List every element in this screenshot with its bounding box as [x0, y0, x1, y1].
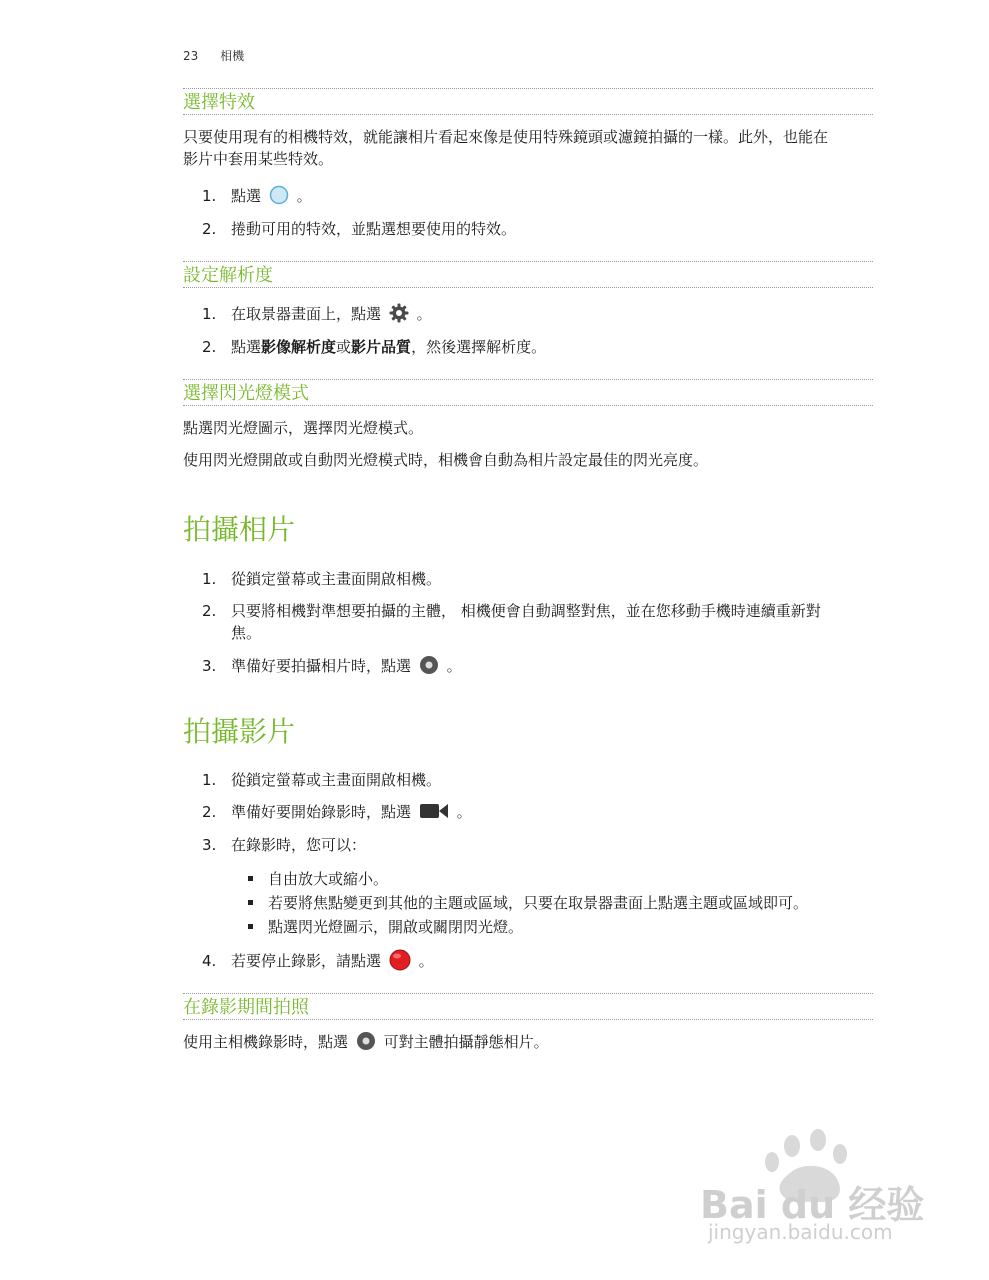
step-text: 準備好要拍攝相片時，點選 — [231, 657, 412, 675]
still-text-pre: 使用主相機錄影時，點選 — [183, 1033, 349, 1051]
page-number: 23 — [183, 49, 199, 63]
effects-intro-line2: 影片中套用某些特效。 — [183, 150, 334, 168]
shutter-icon[interactable] — [419, 655, 439, 675]
video-camera-icon[interactable] — [419, 801, 449, 821]
bullet-icon — [248, 876, 253, 881]
section-title-video: 拍攝影片 — [183, 715, 296, 748]
step-number: 2. — [202, 220, 217, 238]
bullet-text: 若要將焦點變更到其他的主題或區域，只要在取景器畫面上點選主題或區域即可。 — [268, 894, 809, 912]
step-text: 若要停止錄影，請點選 — [231, 952, 382, 970]
step-end: 。 — [456, 803, 472, 821]
step-text-post: ，然後選擇解析度。 — [411, 338, 547, 356]
image-resolution-option: 影像解析度 — [261, 338, 337, 356]
watermark-brand: Bai du 经验 — [700, 1183, 925, 1227]
step-number: 1. — [202, 771, 217, 789]
baidu-watermark — [700, 1128, 940, 1248]
effects-icon[interactable] — [269, 185, 289, 205]
shutter-icon[interactable] — [356, 1031, 376, 1051]
still-para — [183, 1031, 873, 1053]
step-end: 。 — [416, 305, 432, 323]
step-number: 2. — [202, 338, 217, 356]
step-number: 2. — [202, 803, 217, 821]
step-text: 捲動可用的特效，並點選想要使用的特效。 — [231, 220, 517, 238]
settings-gear-icon[interactable] — [389, 303, 409, 323]
still-text-post: 可對主體拍攝靜態相片。 — [383, 1033, 549, 1051]
effects-intro — [183, 126, 873, 170]
stop-record-icon[interactable] — [389, 949, 411, 971]
step-text: 準備好要開始錄影時，點選 — [231, 803, 412, 821]
effects-intro-line1: 只要使用現有的相機特效，就能讓相片看起來像是使用特殊鏡頭或濾鏡拍攝的一樣。此外，也能在 — [183, 128, 829, 146]
step-end: 。 — [296, 187, 312, 205]
photo-step-2 — [202, 600, 874, 644]
section-title-flash: 選擇閃光燈模式 — [183, 379, 873, 406]
section-title-effects: 選擇特效 — [183, 88, 873, 115]
step-number: 3. — [202, 836, 217, 854]
flash-para-1: 點選閃光燈圖示，選擇閃光燈模式。 — [183, 419, 424, 437]
step-number: 2. — [202, 602, 217, 620]
step-number: 3. — [202, 657, 217, 675]
video-quality-option: 影片品質 — [351, 338, 412, 356]
chapter-title: 相機 — [220, 49, 245, 63]
step-text: 在錄影時，您可以： — [231, 836, 367, 854]
step-number: 1. — [202, 570, 217, 588]
bullet-text: 自由放大或縮小。 — [268, 870, 389, 888]
flash-para-2: 使用閃光燈開啟或自動閃光燈模式時，相機會自動為相片設定最佳的閃光亮度。 — [183, 451, 709, 469]
step-end: 。 — [418, 952, 434, 970]
section-title-photo: 拍攝相片 — [183, 513, 296, 546]
step-text: 從鎖定螢幕或主畫面開啟相機。 — [231, 771, 442, 789]
step-text-pre: 點選 — [231, 338, 262, 356]
step-number: 1. — [202, 187, 217, 205]
page-header — [183, 47, 262, 64]
step-text: 點選 — [231, 187, 262, 205]
section-title-still-while-recording: 在錄影期間拍照 — [183, 993, 873, 1020]
step-text: 從鎖定螢幕或主畫面開啟相機。 — [231, 570, 442, 588]
step-text: 在取景器畫面上，點選 — [231, 305, 382, 323]
bullet-icon — [248, 900, 253, 905]
step-number: 4. — [202, 952, 217, 970]
bullet-text: 點選閃光燈圖示，開啟或關閉閃光燈。 — [268, 918, 524, 936]
step-text-line1: 只要將相機對準想要拍攝的主體， 相機便會自動調整對焦，並在您移動手機時連續重新對 — [231, 602, 821, 620]
bullet-icon — [248, 924, 253, 929]
section-title-resolution: 設定解析度 — [183, 261, 873, 288]
step-text-mid: 或 — [336, 338, 352, 356]
watermark-url: jingyan.baidu.com — [708, 1220, 893, 1244]
step-end: 。 — [446, 657, 462, 675]
step-text-line2: 焦。 — [231, 624, 262, 642]
step-number: 1. — [202, 305, 217, 323]
